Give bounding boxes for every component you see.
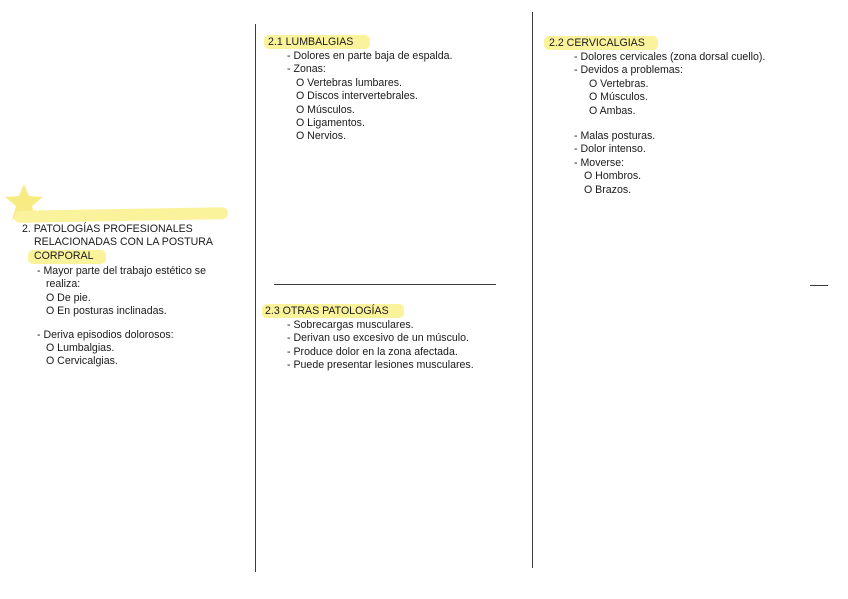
col1-title-line: 2. PATOLOGÍAS PROFESIONALES [22, 223, 193, 235]
list-item: - Dolores en parte baja de espalda. [287, 50, 453, 62]
list-item: O Vertebras lumbares. [296, 76, 402, 89]
list-item: - Produce dolor en la zona afectada. [287, 345, 458, 358]
list-item: - Sobrecargas musculares. [287, 319, 414, 331]
list-item: - Moverse: [574, 156, 625, 169]
section-title: 2.3 OTRAS PATOLOGÍAS [265, 305, 389, 317]
list-item: - Derivan uso excesivo de un músculo. [287, 332, 469, 345]
list-item: - Zonas: [287, 63, 326, 76]
margin-dash [810, 285, 828, 286]
list-item: realiza: [46, 278, 81, 291]
cervicalgias-list [574, 51, 765, 197]
list-item: - Devidos a problemas: [574, 64, 683, 77]
section-cervicalgias [549, 37, 645, 50]
section-otras [265, 305, 389, 318]
section-title: 2.2 CERVICALGIAS [549, 37, 645, 49]
list-item: O Hombros. [584, 170, 642, 183]
list-item: O De pie. [46, 291, 91, 304]
list-item: O Brazos. [584, 183, 632, 196]
list-item: - Malas posturas. [574, 130, 656, 143]
section-lumbalgias [268, 36, 353, 49]
list-item: O Nervios. [296, 130, 347, 143]
list-item: O Vertebras. [589, 77, 649, 90]
col1-title-line: CORPORAL [34, 249, 94, 262]
lumbalgias-list [287, 50, 453, 144]
list-item: - Dolores cervicales (zona dorsal cuello). [574, 51, 766, 63]
list-item: O Ligamentos. [296, 117, 365, 130]
list-item: O Lumbalgias. [46, 342, 115, 355]
list-item: O Músculos. [296, 103, 355, 116]
list-item: - Mayor parte del trabajo estético se [37, 265, 206, 277]
column-divider-left [255, 24, 256, 572]
highlight-col1-top [14, 207, 228, 223]
list-item: - Puede presentar lesiones musculares. [287, 359, 474, 372]
list-item: - Deriva episodios dolorosos: [37, 328, 174, 341]
list-item: O En posturas inclinadas. [46, 305, 167, 318]
list-item: - Dolor intenso. [574, 143, 646, 156]
otras-list [287, 319, 474, 373]
list-item: O Discos intervertebrales. [296, 90, 418, 103]
list-item: O Ambas. [589, 104, 636, 117]
list-item: O Cervicalgias. [46, 355, 118, 368]
section-title: 2.1 LUMBALGIAS [268, 36, 354, 48]
col1-title [22, 223, 213, 263]
col1-title-line: RELACIONADAS CON LA POSTURA [34, 236, 213, 249]
col1-list [37, 265, 206, 369]
column-divider-right [532, 12, 533, 568]
section-divider [274, 284, 496, 285]
list-item: O Músculos. [589, 91, 648, 104]
